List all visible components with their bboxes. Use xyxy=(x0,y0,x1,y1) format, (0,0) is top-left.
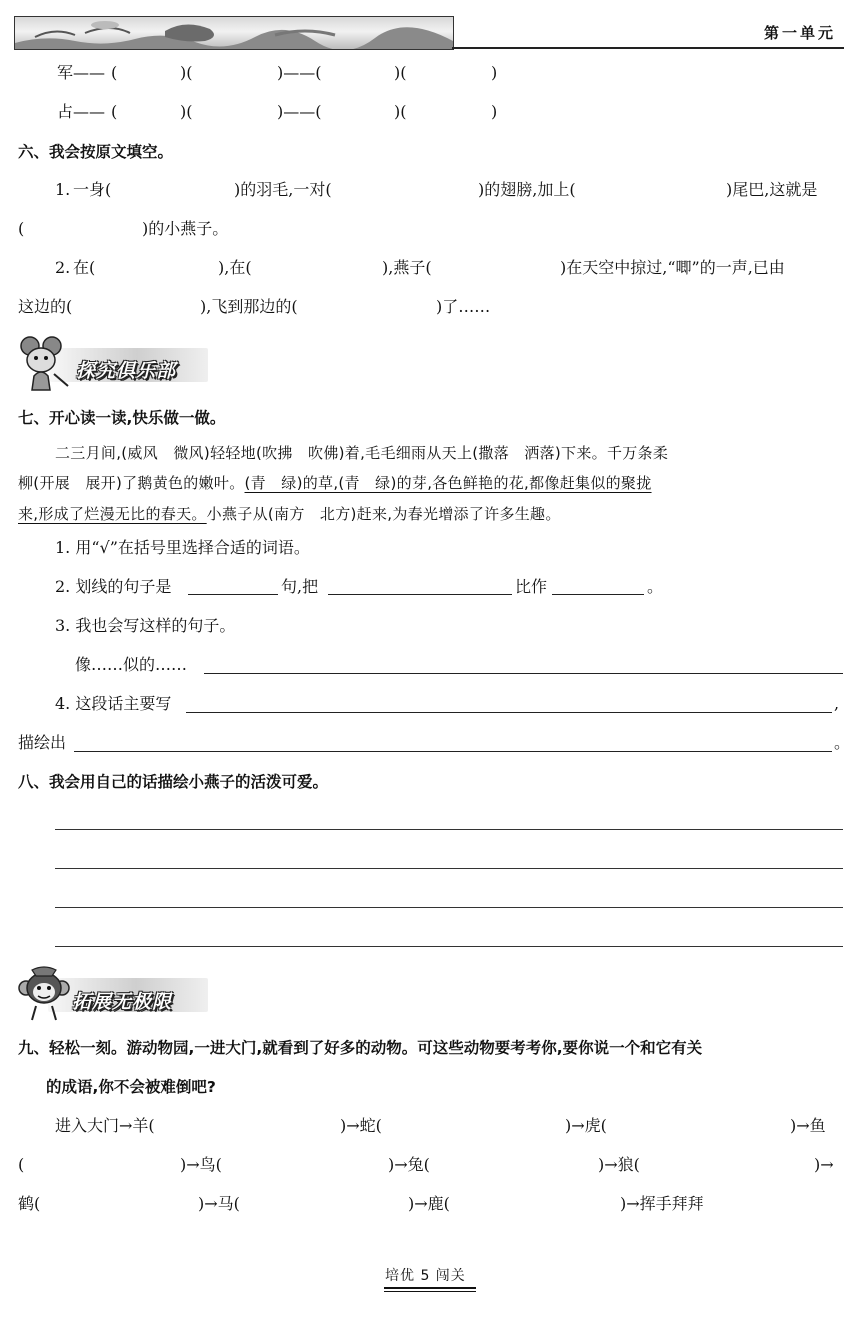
q6-item2-text: )了…… xyxy=(436,297,491,316)
writing-line[interactable] xyxy=(55,829,843,830)
footer-rule xyxy=(384,1287,476,1289)
q7-sub4-text: 4. 这段话主要写 xyxy=(55,694,172,713)
q5-paren: ) xyxy=(491,63,498,82)
q6-item1-text: )的羽毛,一对( xyxy=(234,180,332,199)
q7-sub4-text: , xyxy=(834,694,840,713)
q9-chain-text: 鹤( xyxy=(18,1194,41,1213)
q9-chain-text: )→兔( xyxy=(388,1155,430,1174)
q5-paren: )( xyxy=(394,102,407,121)
q9-chain-text: 进入大门→羊( xyxy=(55,1116,155,1135)
q9-chain-text: )→狼( xyxy=(598,1155,640,1174)
q9-chain-text: )→挥手拜拜 xyxy=(620,1194,704,1213)
q5-dash: —— xyxy=(73,63,105,82)
q5-paren: )( xyxy=(180,102,193,121)
q7-sub1: 1. 用“√”在括号里选择合适的词语。 xyxy=(55,538,310,557)
q6-item2-text: )在天空中掠过,“唧”的一声,已由 xyxy=(560,258,785,277)
unit-label: 第一单元 xyxy=(764,24,837,42)
q9-chain-text: )→鱼 xyxy=(790,1116,826,1135)
banner-title: 探究俱乐部 xyxy=(76,360,177,382)
q7-paragraph-line: 二三月间,(威风 微风)轻轻地(吹拂 吹佛)着,毛毛细雨从天上(撒落 洒落)下来。千万条柔 xyxy=(55,444,669,462)
section-banner-extension xyxy=(14,962,210,1024)
monkey-mascot-icon xyxy=(14,962,76,1024)
q5-paren: )( xyxy=(180,63,193,82)
q7-sub4-text: 。 xyxy=(834,733,851,752)
q9-title-line: 的成语,你不会被难倒吧? xyxy=(46,1078,216,1096)
q6-item1-text: )的翅膀,加上( xyxy=(478,180,576,199)
q9-title-line: 九、轻松一刻。游动物园,一进大门,就看到了好多的动物。可这些动物要考考你,要你说一个和它有关 xyxy=(18,1039,703,1057)
answer-line[interactable] xyxy=(74,751,832,752)
writing-line[interactable] xyxy=(55,946,843,947)
q9-chain-text: )→马( xyxy=(198,1194,240,1213)
q7-paragraph-line xyxy=(18,473,652,493)
answer-blank[interactable] xyxy=(188,594,278,595)
q8-title: 八、我会用自己的话描绘小燕子的活泼可爱。 xyxy=(18,773,329,791)
q6-item2-text: ),飞到那边的( xyxy=(200,297,298,316)
q6-item1-text: 一身( xyxy=(73,180,112,199)
q9-chain-text: )→蛇( xyxy=(340,1116,382,1135)
q7-underlined-sentence: 来,形成了烂漫无比的春天。 xyxy=(18,505,207,523)
q7-title: 七、开心读一读,快乐做一做。 xyxy=(18,409,226,427)
q9-chain-text: ( xyxy=(18,1155,25,1174)
section-banner-explore xyxy=(14,334,210,394)
q5-paren: ( xyxy=(111,102,118,121)
q7-sub2-text: 。 xyxy=(647,577,664,596)
q9-chain-text: )→鹿( xyxy=(408,1194,450,1213)
answer-blank[interactable] xyxy=(328,594,512,595)
q7-sub3-lead: 像……似的…… xyxy=(75,655,188,674)
q7-underlined-sentence: (青 绿)的草,(青 绿)的芽,各色鲜艳的花,都像赶集似的聚拢 xyxy=(244,474,652,492)
q6-item1-num: 1. xyxy=(55,180,71,199)
q6-item2-text: 这边的( xyxy=(18,297,73,316)
q5-paren: )( xyxy=(394,63,407,82)
banner-title: 拓展无极限 xyxy=(72,991,173,1013)
q5-char: 占 xyxy=(57,102,74,121)
q6-item1-text: )尾巴,这就是 xyxy=(726,180,818,199)
q7-paragraph-line xyxy=(18,504,561,524)
landscape-decoration-icon xyxy=(15,17,453,49)
q7-paragraph-text: 柳(开展 展开)了鹅黄色的嫩叶。 xyxy=(18,474,245,492)
q6-item2-text: 在( xyxy=(73,258,96,277)
q5-dash: —— xyxy=(73,102,105,121)
q5-paren: ) xyxy=(491,102,498,121)
writing-line[interactable] xyxy=(55,868,843,869)
q5-paren: )——( xyxy=(277,63,322,82)
q7-sub2-text: 句,把 xyxy=(281,577,319,596)
answer-line[interactable] xyxy=(186,712,832,713)
q6-item1-text: ( xyxy=(18,219,25,238)
q6-item2-num: 2. xyxy=(55,258,71,277)
mouse-mascot-icon xyxy=(14,334,74,394)
q5-paren: )——( xyxy=(277,102,322,121)
footer-rule xyxy=(384,1291,476,1292)
q6-item2-text: ),燕子( xyxy=(382,258,432,277)
q6-item1-text: )的小燕子。 xyxy=(142,219,229,238)
header-rule xyxy=(452,47,844,49)
writing-line[interactable] xyxy=(55,907,843,908)
q5-paren: ( xyxy=(111,63,118,82)
q7-sub4-text: 描绘出 xyxy=(18,733,67,752)
q7-sub2-text: 2. 划线的句子是 xyxy=(55,577,172,596)
q9-chain-text: )→ xyxy=(814,1155,834,1174)
q6-item2-text: ),在( xyxy=(218,258,252,277)
header-decoration-band xyxy=(14,16,454,50)
answer-line[interactable] xyxy=(204,673,843,674)
q6-title: 六、我会按原文填空。 xyxy=(18,143,174,161)
q7-paragraph-text: 小燕子从(南方 北方)赶来,为春光增添了许多生趣。 xyxy=(206,505,561,523)
q7-sub2-text: 比作 xyxy=(515,577,548,596)
q9-chain-text: )→虎( xyxy=(565,1116,607,1135)
answer-blank[interactable] xyxy=(552,594,644,595)
q9-chain-text: )→鸟( xyxy=(180,1155,222,1174)
q7-sub3: 3. 我也会写这样的句子。 xyxy=(55,616,236,635)
q5-char: 军 xyxy=(57,63,74,82)
footer-page-label: 培优 5 闯关 xyxy=(385,1268,466,1284)
